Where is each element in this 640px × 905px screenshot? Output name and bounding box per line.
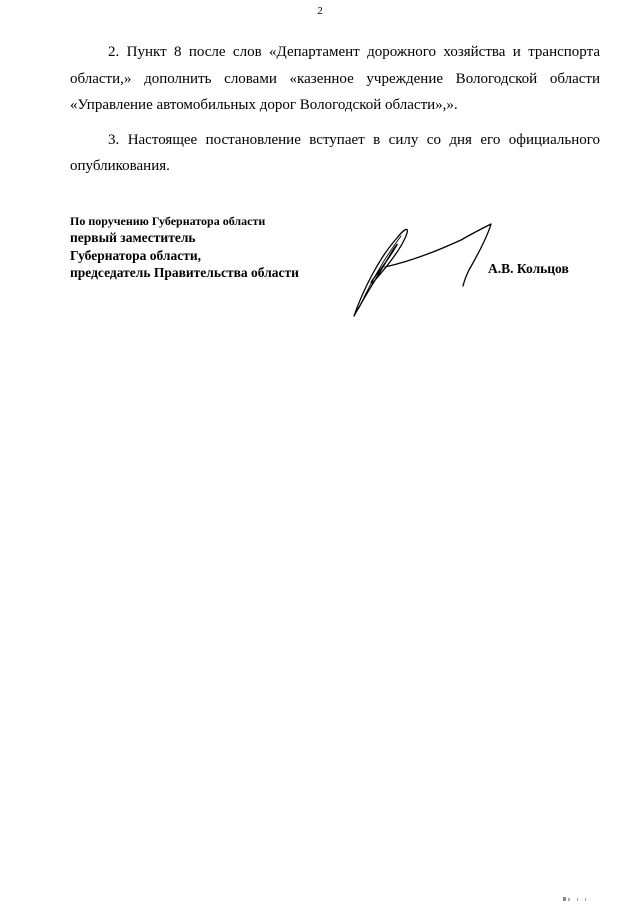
signatory-position-line-2: Губернатора области, [70, 247, 201, 263]
signature-stroke-main [354, 229, 407, 316]
scan-artifact-mark [563, 896, 593, 902]
handwritten-signature [345, 212, 495, 322]
paragraph-item-3: 3. Настоящее постановление вступает в силу со дня его официального опубликования. [70, 131, 600, 174]
signer-name: А.В. Кольцов [488, 261, 569, 276]
signatory-position-line-3: председатель Правительства области [70, 265, 299, 280]
document-body [70, 39, 600, 180]
page-number: 2 [317, 5, 323, 17]
signatory-position-line-1: первый заместитель [70, 230, 196, 245]
paragraph-item-2: 2. Пункт 8 после слов «Департамент дорожного хозяйства и транспорта области,» дополнить словами «казенное учреждение Вологодской области «Управление автомобильных дорог Вологодской области»,». [70, 44, 600, 113]
signatory-instruction-line: По поручению Губернатора области [70, 214, 266, 228]
signatory-title-block [70, 213, 370, 282]
